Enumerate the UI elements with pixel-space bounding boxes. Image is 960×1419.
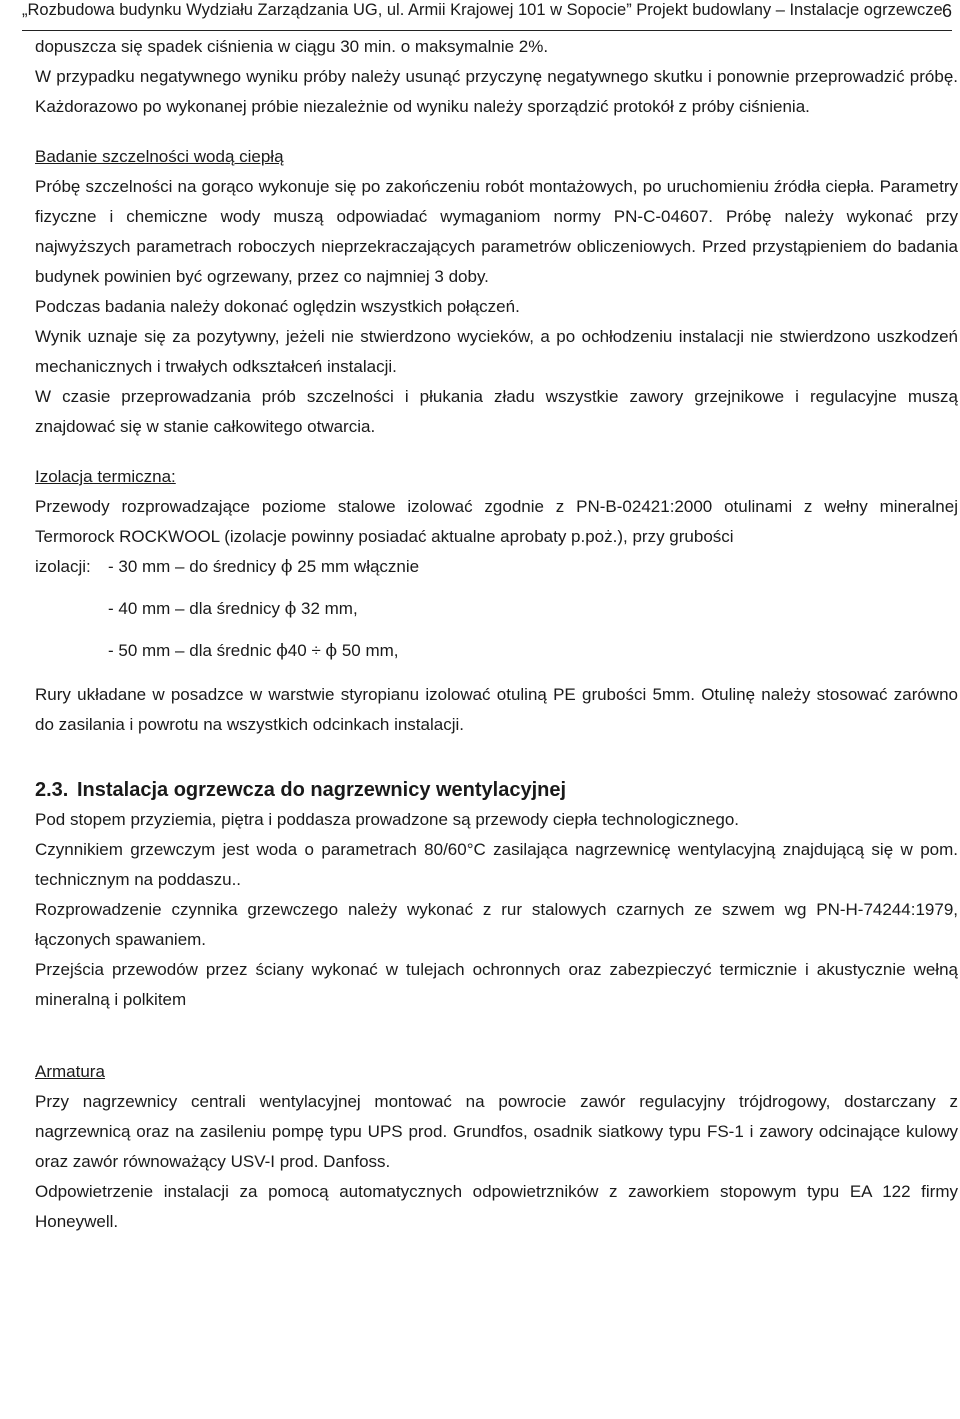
paragraph-armatura: Przy nagrzewnicy centrali wentylacyjnej montować na powrocie zawór regulacyjny trójdrogowy, dostarczany z nagrzewnicą oraz na zasileniu pompę typu UPS prod. Grundfos, osadnik siatkowy typu FS-1 i zawory odcinające kulowy oraz zawór równoważący USV-I prod. Danfoss.: [35, 1092, 958, 1171]
paragraph-distribution: Rozprowadzenie czynnika grzewczego należy wykonać z rur stalowych czarnych ze szwem wg PN-H-74244:1979, łączonych spawaniem.: [35, 900, 958, 949]
paragraph-wall-passages: Przejścia przewodów przez ściany wykonać w tulejach ochronnych oraz zabezpieczyć termicznie i akustycznie wełną mineralną i polkitem: [35, 960, 958, 1009]
paragraph-positive-result: Wynik uznaje się za pozytywny, jeżeli nie stwierdzono wycieków, a po ochłodzeniu instalacji nie stwierdzono uszkodzeń mechanicznych i trwałych odkształceń instalacji.: [35, 327, 958, 376]
insulation-thickness-list: [35, 552, 958, 680]
phi-symbol: ϕ: [325, 641, 338, 661]
paragraph-inspection: Podczas badania należy dokonać oględzin wszystkich połączeń.: [35, 297, 520, 316]
insulation-label: izolacji:: [35, 557, 91, 576]
section-number: 2.3.: [35, 779, 69, 801]
paragraph-valves-open: W czasie przeprowadzania prób szczelności i płukania zładu wszystkie zawory grzejnikowe i regulacyjne muszą znajdować się w stanie całkowitego otwarcia.: [35, 387, 958, 436]
paragraph-heating-medium: Czynnikiem grzewczym jest woda o parametrach 80/60°C zasilająca nagrzewnicę wentylacyjną znajdującą się w pom. technicznym na poddaszu..: [35, 840, 958, 889]
section-title: Instalacja ogrzewcza do nagrzewnicy wentylacyjnej: [77, 779, 567, 801]
header-title: „Rozbudowa budynku Wydziału Zarządzania UG, ul. Armii Krajowej 101 w Sopocie” Projekt budowlany – Instalacje ogrzewcze: [22, 1, 943, 19]
heading-thermal-insulation: Izolacja termiczna:: [35, 467, 176, 486]
section-heading-2-3: [35, 775, 958, 805]
insulation-line-1: - 30 mm – do średnicy ϕ 25 mm włącznie: [108, 557, 420, 577]
phi-symbol: ϕ: [280, 557, 293, 577]
paragraph-venting: Odpowietrzenie instalacji za pomocą automatycznych odpowietrzników z zaworkiem stopowym typu EA 122 firmy Honeywell.: [35, 1182, 958, 1231]
paragraph-hot-test: Próbę szczelności na gorąco wykonuje się po zakończeniu robót montażowych, po uruchomieniu źródła ciepła. Parametry fizyczne i chemiczne wody muszą odpowiadać wymaganiom normy PN-C-04607. Próbę należy wykonać przy najwyższych parametrach roboczych nieprzekraczających parametrów obliczeniowych. Przed przystąpieniem do badania budynek powinien być ogrzewany, przez co najmniej 3 doby.: [35, 177, 958, 286]
insulation-line-2: - 40 mm – dla średnicy ϕ 32 mm,: [108, 599, 358, 619]
paragraph-pressure-drop: dopuszcza się spadek ciśnienia w ciągu 30 min. o maksymalnie 2%.: [35, 37, 549, 56]
paragraph-insulation-pipes: Przewody rozprowadzające poziome stalowe izolować zgodnie z PN-B-02421:2000 otulinami z wełny mineralnej Termorock ROCKWOOL (izolacje powinny posiadać aktualne aprobaty p.poż.), przy grubości: [35, 497, 958, 546]
insulation-line-3: - 50 mm – dla średnic ϕ40 ÷ ϕ 50 mm,: [108, 641, 399, 661]
paragraph-negative-result: W przypadku negatywnego wyniku próby należy usunąć przyczynę negatywnego skutku i ponownie przeprowadzić próbę. Każdorazowo po wykonanej próbie niezależnie od wyniku należy sporządzić protokół z próby ciśnienia.: [35, 67, 958, 116]
page-header: [22, 0, 952, 31]
phi-symbol: ϕ: [284, 599, 297, 619]
paragraph-floor-pipes: Rury układane w posadzce w warstwie styropianu izolować otuliną PE grubości 5mm. Otulinę należy stosować zarówno do zasilania i powrotu na wszystkich odcinkach instalacji.: [35, 685, 958, 734]
range-divider: ÷: [311, 641, 321, 660]
heading-armatura: Armatura: [35, 1062, 105, 1081]
heading-hot-water-test: Badanie szczelności wodą ciepłą: [35, 147, 284, 166]
paragraph-technological-heat: Pod stopem przyziemia, piętra i poddasza prowadzone są przewody ciepła technologicznego.: [35, 810, 740, 829]
phi-symbol: ϕ: [276, 641, 288, 661]
page-number: 6: [941, 1, 952, 21]
document-body: [35, 32, 958, 1237]
